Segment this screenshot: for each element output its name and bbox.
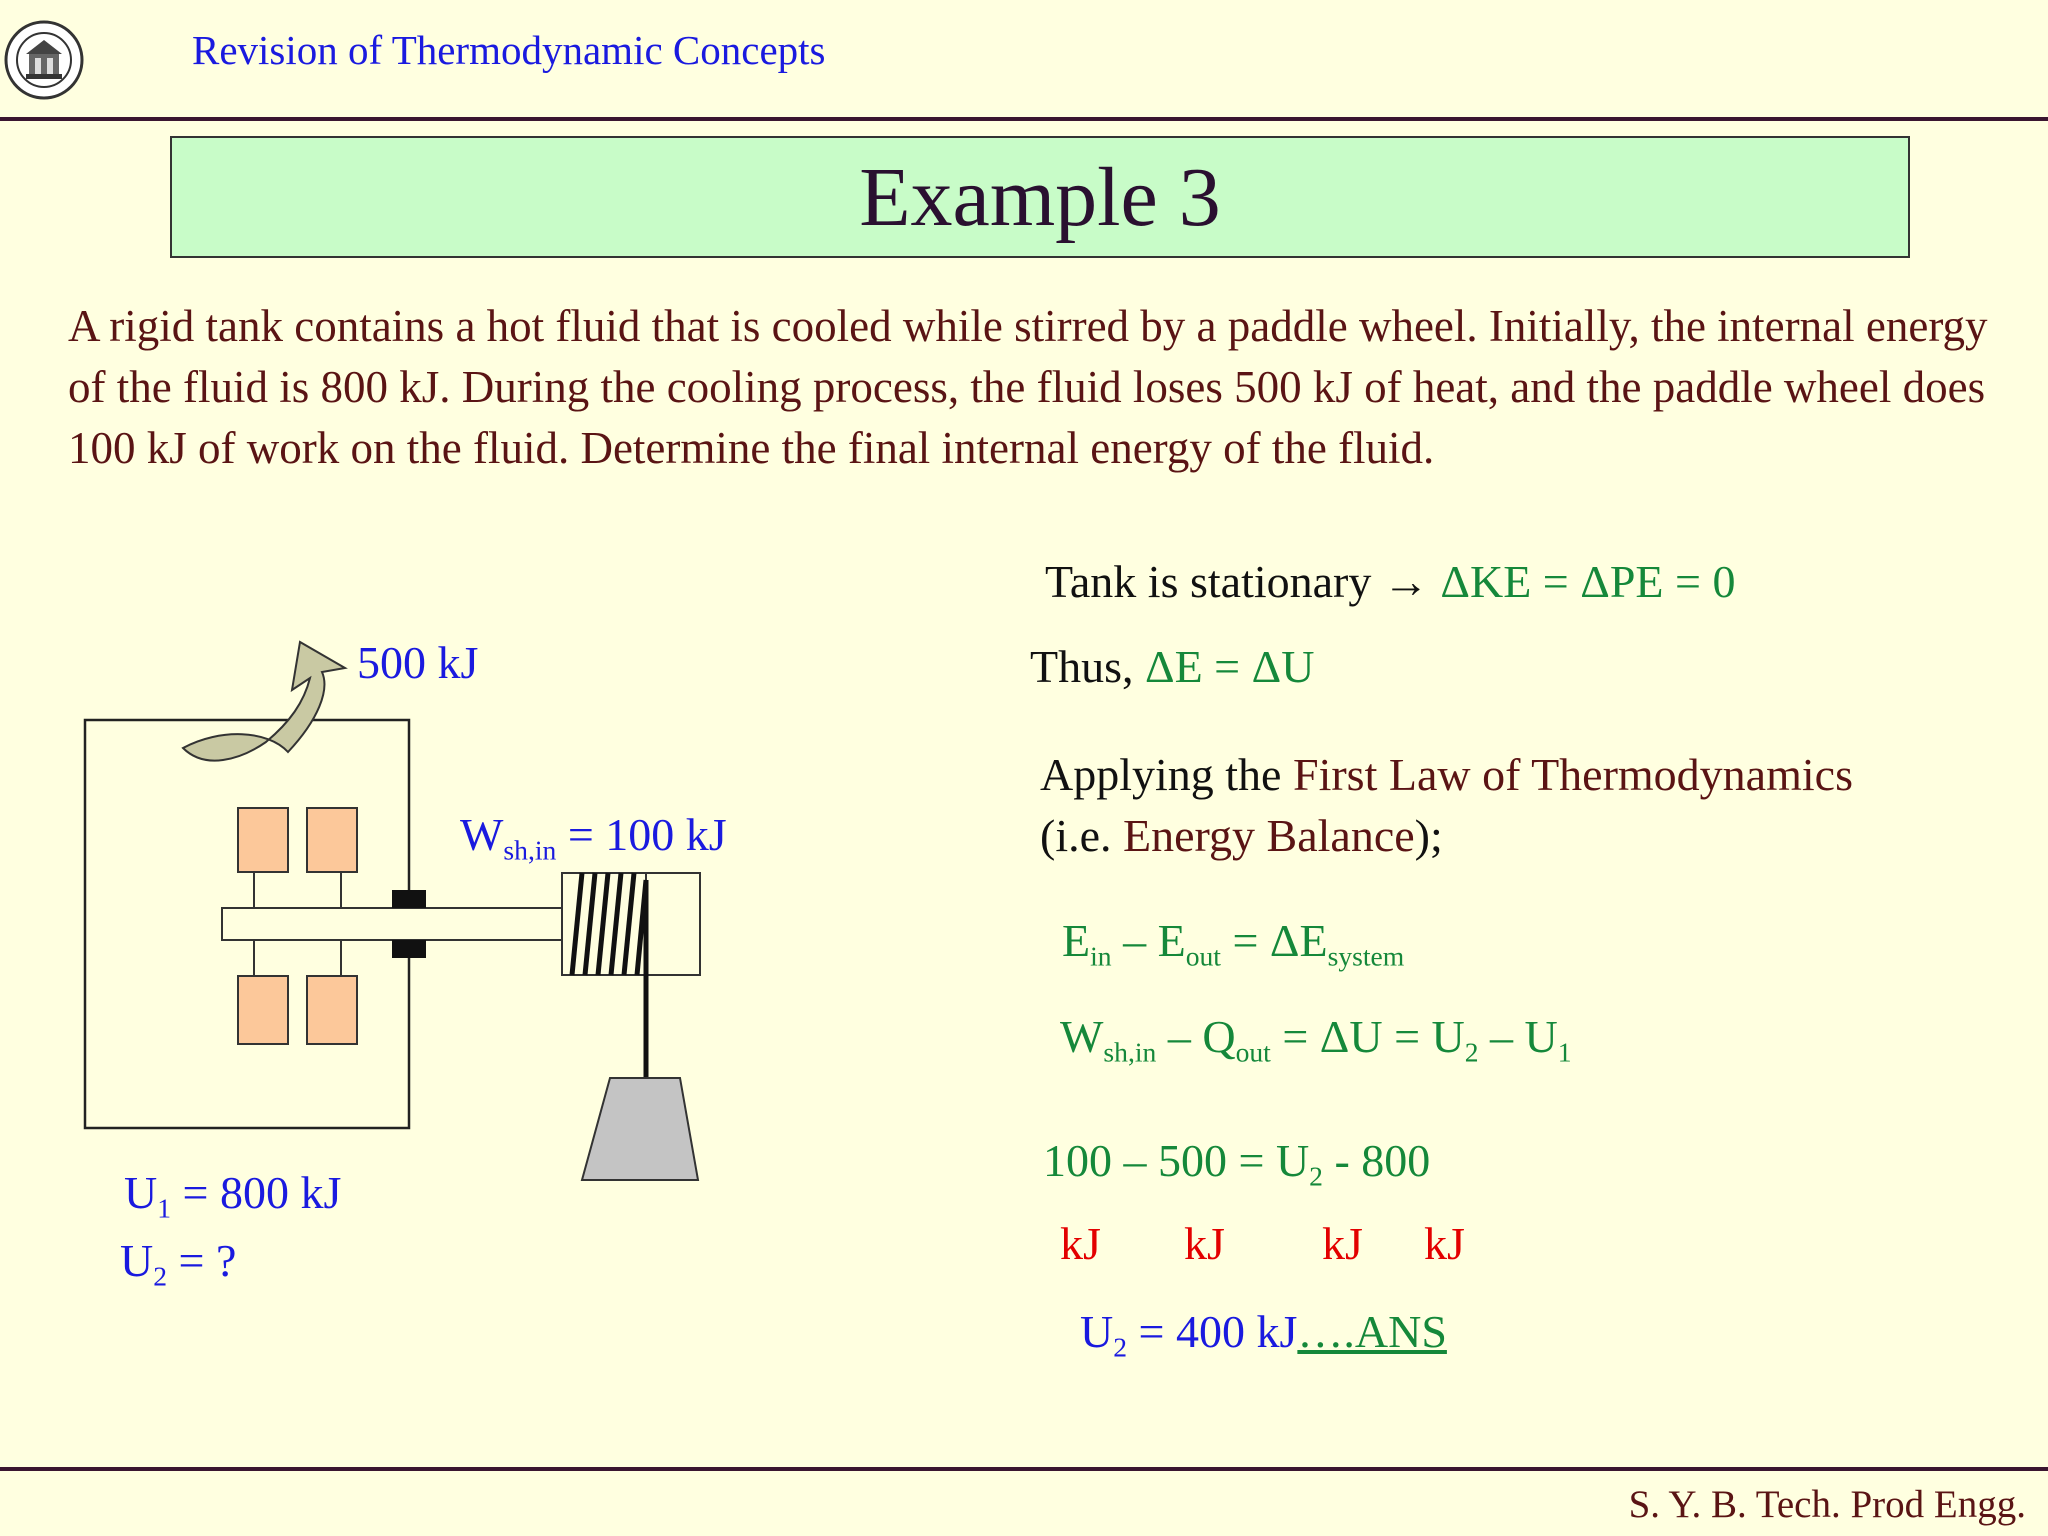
- footer-divider: [0, 1467, 2048, 1471]
- unit-label: kJ: [1424, 1218, 1465, 1269]
- pulley-drum: [562, 873, 700, 975]
- thus-line: Thus, ΔE = ΔU: [1030, 641, 1315, 692]
- numeric-equation: $100 - 500 = U_2 - 800$: [1043, 1135, 1431, 1192]
- work-label: $W_{sh,in} = 100$ kJ: [460, 809, 727, 866]
- header-title: Revision of Thermodynamic Concepts: [192, 27, 826, 73]
- heat-label: 500 kJ: [357, 637, 479, 688]
- unit-label: kJ: [1060, 1218, 1101, 1269]
- problem-statement: A rigid tank contains a hot fluid that is cooled while stirred by a paddle wheel. Initially, the internal energy of the fluid is 800 kJ. During the cooling process, the fluid loses 500 kJ of heat, and the paddle wheel does 100 kJ of work on the fluid. Determine the final internal energy of the fluid.: [68, 301, 1988, 473]
- final-energy-label: $U_2$ = ?: [120, 1235, 237, 1292]
- heat-loss-arrow: [183, 642, 345, 761]
- paddle-wheel-tank-diagram: [0, 0, 760, 1200]
- stationary-tank-line: Tank is stationary → ΔKE = ΔPE = 0: [1045, 556, 1736, 607]
- work-heat-equation: $W_{sh,in} - Q_{out} = \Delta U = U_2 - U_1$: [1060, 1011, 1572, 1068]
- unit-label: kJ: [1322, 1218, 1363, 1269]
- initial-energy-label: $U_1 = 800$ kJ: [124, 1167, 342, 1224]
- shaft: [222, 890, 564, 958]
- energy-balance-equation: $E_{in} - E_{out} = \Delta E_{system}$: [1062, 915, 1405, 972]
- applying-first-law-text: Applying the First Law of Thermodynamics (i.e. Energy Balance);: [1040, 749, 1853, 861]
- final-answer: $U_2 = 400$ kJ….ANS: [1080, 1306, 1447, 1363]
- slide-title: Example 3: [859, 150, 1221, 244]
- footer-course-label: S. Y. B. Tech. Prod Engg.: [1628, 1483, 2026, 1526]
- unit-label: kJ: [1184, 1218, 1225, 1269]
